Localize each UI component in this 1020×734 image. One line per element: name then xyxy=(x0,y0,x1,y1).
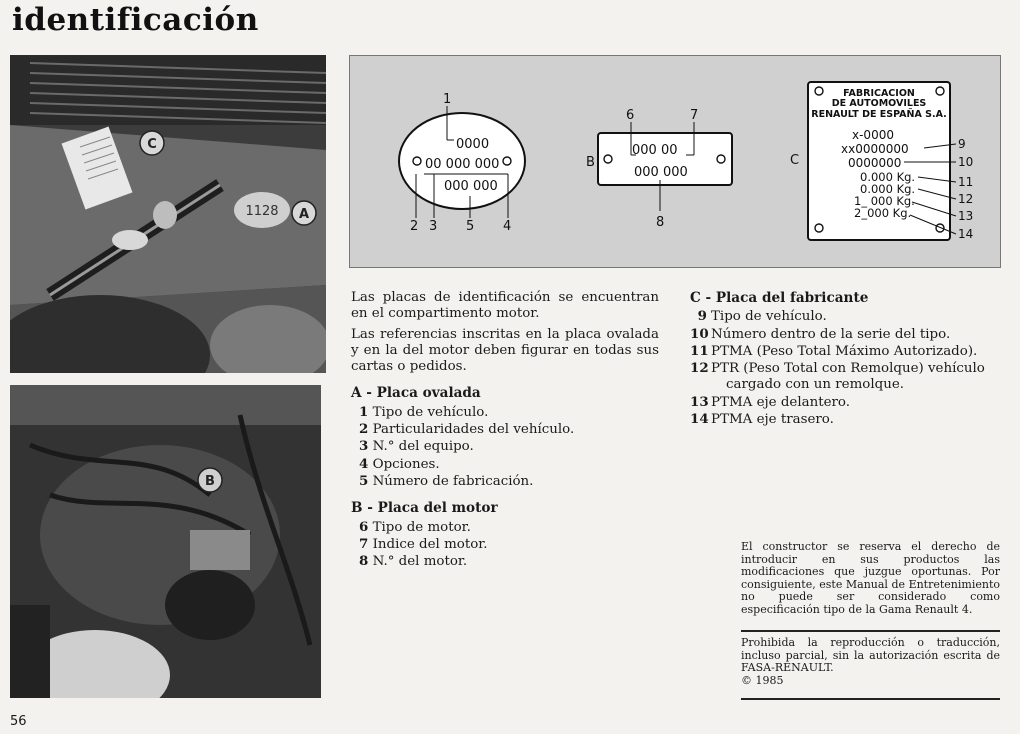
plate-b-callout-6: 6 xyxy=(626,108,635,123)
list-item: 13 PTMA eje delantero. xyxy=(690,393,851,410)
plate-c-callout-10: 10 xyxy=(958,155,974,169)
list-item: 2 Particularidades del vehículo. xyxy=(359,421,575,438)
plate-c-header-3: RENAULT DE ESPAÑA S.A. xyxy=(811,109,947,120)
plate-c-header-1: FABRICACION xyxy=(843,88,915,99)
page-title: identificación xyxy=(12,2,259,38)
plates-diagram xyxy=(349,55,1001,268)
manufacturer-notice xyxy=(741,541,1000,617)
plate-c-row-6: 1_ 000 Kg. xyxy=(854,194,915,208)
section-b-list xyxy=(351,519,659,571)
plate-c-row-4: 0.000 Kg. xyxy=(860,170,916,184)
plate-b xyxy=(586,108,732,230)
page-number: 56 xyxy=(10,714,27,729)
plate-c-callout-14: 14 xyxy=(958,227,974,241)
section-b-heading: B - Placa del motor xyxy=(351,500,498,517)
plate-b-callout-7: 7 xyxy=(690,108,699,123)
photo-label-c: C xyxy=(147,137,157,152)
plate-c-callout-9: 9 xyxy=(958,137,966,151)
plate-c-callout-12: 12 xyxy=(958,192,974,206)
plate-a-line1: 0000 xyxy=(456,137,490,152)
plate-c-callout-11: 11 xyxy=(958,175,974,189)
photo-label-b: B xyxy=(205,474,215,489)
engine-photo-top xyxy=(10,55,326,373)
list-item: 9 Tipo de vehículo. xyxy=(697,308,827,325)
plate-b-label: B xyxy=(586,155,595,170)
legal-notice xyxy=(741,637,1000,687)
plate-a-line2: 00 000 000 xyxy=(425,157,500,172)
plate-c-label: C xyxy=(790,153,800,168)
plate-a-callout-2: 2 xyxy=(410,219,419,234)
divider-bottom xyxy=(741,698,1000,700)
section-a-heading: A - Placa ovalada xyxy=(351,385,481,402)
list-item: 3 N.° del equipo. xyxy=(359,438,474,455)
intro-paragraph-2: Las referencias inscritas en la placa ovalada y en la del motor deben figurar en todas sus cartas o pedidos. xyxy=(351,326,659,375)
section-a-list xyxy=(351,404,659,490)
list-item: 11 PTMA (Peso Total Máximo Autorizado). xyxy=(690,342,978,359)
plate-a-callout-3: 3 xyxy=(429,219,438,234)
section-c-list xyxy=(690,308,1002,428)
plate-a xyxy=(399,92,525,234)
legal-text: Prohibida la reproducción o traducción, incluso parcial, sin la autorización escrita de FASA-RENAULT. xyxy=(741,636,1000,675)
plate-a-callout-4: 4 xyxy=(503,219,512,234)
list-item: 6 Tipo de motor. xyxy=(359,518,471,535)
list-item: 8 N.° del motor. xyxy=(359,553,468,570)
plate-a-callout-5: 5 xyxy=(466,219,475,234)
plate-b-line2: 000 000 xyxy=(634,165,688,180)
plate-b-callout-8: 8 xyxy=(656,215,665,230)
plate-c-row-7: 2_000 Kg. xyxy=(854,206,912,220)
plate-c-callout-13: 13 xyxy=(958,209,974,223)
section-c-heading: C - Placa del fabricante xyxy=(690,290,869,306)
plate-c-row-5: 0.000 Kg. xyxy=(860,182,916,196)
list-item: 4 Opciones. xyxy=(359,455,440,472)
right-text-column xyxy=(690,290,1002,428)
list-item: 7 Indice del motor. xyxy=(359,535,488,552)
plate-c-row-1: x-0000 xyxy=(852,128,894,142)
intro-paragraph-1: Las placas de identificación se encuentran en el compartimento motor. xyxy=(351,290,659,322)
list-item: 12 PTR (Peso Total con Remolque) vehículo cargado con un remolque. xyxy=(690,360,985,393)
plate-b-line1: 000 00 xyxy=(632,143,678,158)
plate-a-line3: 000 000 xyxy=(444,179,498,194)
notice-text: El constructor se reserva el derecho de introducir en sus productos las modificaciones que juzgue oportunas. Por consiguiente, este Manual de Entretenimiento no puede ser considerado como especificación tipo de la Gama Renault 4. xyxy=(741,540,1000,616)
list-item: 1 Tipo de vehículo. xyxy=(359,403,489,420)
list-item: 14 PTMA eje trasero. xyxy=(690,411,834,428)
photo-label-a: A xyxy=(298,207,310,222)
left-text-column xyxy=(351,290,659,570)
plate-c-row-3: 0000000 xyxy=(848,156,902,170)
list-item: 5 Número de fabricación. xyxy=(359,472,534,489)
oval-plate-text: 1128 xyxy=(245,204,279,219)
copyright: © 1985 xyxy=(741,673,784,687)
plate-a-callout-1: 1 xyxy=(443,92,452,107)
plate-c-header-2: DE AUTOMOVILES xyxy=(831,98,927,109)
plate-c xyxy=(790,82,973,241)
divider-top xyxy=(741,630,1000,632)
list-item: 10 Número dentro de la serie del tipo. xyxy=(690,325,951,342)
engine-photo-bottom xyxy=(10,385,321,698)
plate-c-row-2: xx0000000 xyxy=(841,142,909,156)
